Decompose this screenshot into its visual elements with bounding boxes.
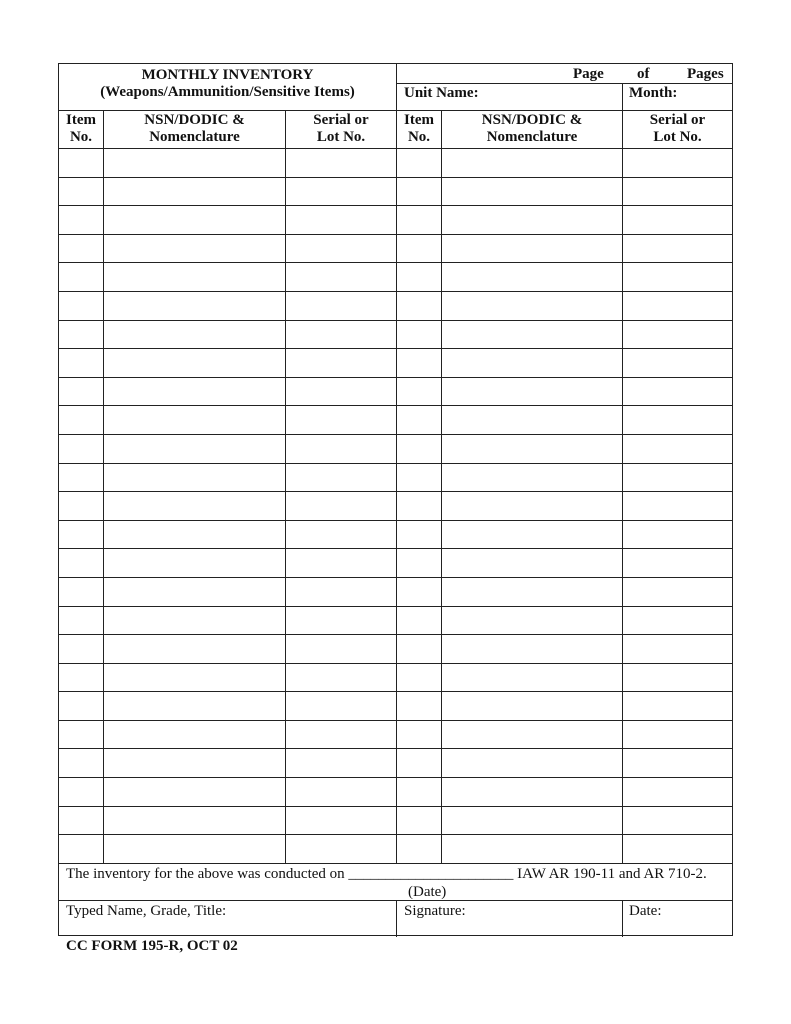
cell-serial-left[interactable] <box>285 635 396 663</box>
cell-nsn-left[interactable] <box>103 721 285 749</box>
table-row <box>59 720 732 749</box>
cell-item-no-right[interactable] <box>396 235 441 263</box>
date-field[interactable]: Date: <box>629 903 662 919</box>
cell-serial-left[interactable] <box>285 206 396 234</box>
cell-nsn-left[interactable] <box>103 835 285 863</box>
cell-nsn-left[interactable] <box>103 521 285 549</box>
cell-serial-right[interactable] <box>622 321 732 349</box>
cell-nsn-left[interactable] <box>103 807 285 835</box>
col-item-no-left: Item No. <box>66 112 96 145</box>
cell-serial-right[interactable] <box>622 292 732 320</box>
cell-nsn-right[interactable] <box>441 549 622 577</box>
page-of-pages <box>397 66 732 84</box>
cell-serial-left[interactable] <box>285 435 396 463</box>
form-subtitle: (Weapons/Ammunition/Sensitive Items) <box>100 84 355 100</box>
cell-serial-left[interactable] <box>285 378 396 406</box>
cell-item-no-right[interactable] <box>396 349 441 377</box>
cell-nsn-right[interactable] <box>441 464 622 492</box>
date-hint: (Date) <box>408 884 447 900</box>
cell-nsn-right[interactable] <box>441 664 622 692</box>
table-row <box>59 434 732 463</box>
table-row <box>59 177 732 206</box>
cell-serial-right[interactable] <box>622 549 732 577</box>
table-row <box>59 548 732 577</box>
cell-nsn-right[interactable] <box>441 778 622 806</box>
table-row <box>59 377 732 406</box>
cell-serial-left[interactable] <box>285 263 396 291</box>
cell-serial-left[interactable] <box>285 321 396 349</box>
unit-name-field[interactable]: Unit Name: <box>404 85 479 101</box>
cell-nsn-left[interactable] <box>103 749 285 777</box>
sig-divider <box>396 901 397 937</box>
cell-item-no-left[interactable] <box>59 778 103 806</box>
typed-name-field[interactable]: Typed Name, Grade, Title: <box>66 903 227 919</box>
table-row <box>59 777 732 806</box>
cell-nsn-left[interactable] <box>103 378 285 406</box>
cell-nsn-right[interactable] <box>441 607 622 635</box>
cell-serial-right[interactable] <box>622 349 732 377</box>
cell-serial-left[interactable] <box>285 492 396 520</box>
of-label: of <box>637 66 650 82</box>
table-row <box>59 806 732 835</box>
cell-item-no-right[interactable] <box>396 807 441 835</box>
cell-serial-left[interactable] <box>285 521 396 549</box>
cell-serial-right[interactable] <box>622 635 732 663</box>
cell-item-no-right[interactable] <box>396 664 441 692</box>
cell-nsn-right[interactable] <box>441 378 622 406</box>
cell-serial-left[interactable] <box>285 349 396 377</box>
cell-item-no-right[interactable] <box>396 378 441 406</box>
title-block <box>59 64 396 110</box>
signature-row <box>59 900 732 937</box>
table-row <box>59 262 732 291</box>
cell-nsn-left[interactable] <box>103 635 285 663</box>
table-row <box>59 634 732 663</box>
cell-item-no-right[interactable] <box>396 435 441 463</box>
cell-nsn-left[interactable] <box>103 435 285 463</box>
cell-item-no-left[interactable] <box>59 807 103 835</box>
cell-item-no-left[interactable] <box>59 835 103 863</box>
col-serial-left: Serial or Lot No. <box>313 112 369 145</box>
cell-nsn-left[interactable] <box>103 206 285 234</box>
cell-item-no-right[interactable] <box>396 835 441 863</box>
table-row <box>59 463 732 492</box>
cell-item-no-right[interactable] <box>396 521 441 549</box>
cell-serial-right[interactable] <box>622 578 732 606</box>
cell-nsn-left[interactable] <box>103 692 285 720</box>
table-row <box>59 491 732 520</box>
cell-item-no-right[interactable] <box>396 292 441 320</box>
cell-item-no-right[interactable] <box>396 549 441 577</box>
cell-nsn-left[interactable] <box>103 349 285 377</box>
cell-serial-left[interactable] <box>285 807 396 835</box>
pages-label: Pages <box>687 66 724 82</box>
cell-item-no-right[interactable] <box>396 206 441 234</box>
cell-serial-left[interactable] <box>285 721 396 749</box>
cell-item-no-right[interactable] <box>396 749 441 777</box>
cell-item-no-right[interactable] <box>396 721 441 749</box>
cell-nsn-right[interactable] <box>441 692 622 720</box>
date-divider <box>622 901 623 937</box>
cell-item-no-right[interactable] <box>396 149 441 177</box>
cell-serial-right[interactable] <box>622 521 732 549</box>
cell-nsn-right[interactable] <box>441 521 622 549</box>
cell-item-no-left[interactable] <box>59 292 103 320</box>
cell-nsn-left[interactable] <box>103 607 285 635</box>
cell-item-no-right[interactable] <box>396 578 441 606</box>
column-header-line <box>59 110 732 111</box>
table-row <box>59 234 732 263</box>
cell-nsn-right[interactable] <box>441 349 622 377</box>
table-row <box>59 320 732 349</box>
cell-nsn-left[interactable] <box>103 149 285 177</box>
cell-item-no-left[interactable] <box>59 149 103 177</box>
cell-item-no-left[interactable] <box>59 692 103 720</box>
cell-item-no-left[interactable] <box>59 721 103 749</box>
cell-serial-left[interactable] <box>285 607 396 635</box>
cell-serial-left[interactable] <box>285 235 396 263</box>
cell-nsn-right[interactable] <box>441 578 622 606</box>
cell-serial-left[interactable] <box>285 549 396 577</box>
cell-nsn-left[interactable] <box>103 778 285 806</box>
table-row <box>59 205 732 234</box>
table-row <box>59 520 732 549</box>
cell-serial-left[interactable] <box>285 692 396 720</box>
form-header <box>59 64 732 148</box>
cell-item-no-right[interactable] <box>396 692 441 720</box>
cell-item-no-left[interactable] <box>59 749 103 777</box>
cell-serial-right[interactable] <box>622 749 732 777</box>
cell-serial-right[interactable] <box>622 835 732 863</box>
cell-nsn-right[interactable] <box>441 178 622 206</box>
cell-serial-left[interactable] <box>285 178 396 206</box>
cell-item-no-left[interactable] <box>59 406 103 434</box>
inventory-statement-row <box>59 863 732 902</box>
cell-serial-right[interactable] <box>622 149 732 177</box>
cell-item-no-left[interactable] <box>59 378 103 406</box>
cell-item-no-left[interactable] <box>59 492 103 520</box>
col-serial-right: Serial or Lot No. <box>649 112 706 145</box>
cell-item-no-left[interactable] <box>59 578 103 606</box>
table-row <box>59 663 732 692</box>
col-nsn-left: NSN/DODIC & Nomenclature <box>144 112 245 145</box>
cell-item-no-left[interactable] <box>59 206 103 234</box>
cell-item-no-right[interactable] <box>396 607 441 635</box>
cell-serial-right[interactable] <box>622 807 732 835</box>
cell-item-no-right[interactable] <box>396 406 441 434</box>
table-row <box>59 606 732 635</box>
cell-item-no-left[interactable] <box>59 549 103 577</box>
cell-serial-left[interactable] <box>285 749 396 777</box>
cell-item-no-left[interactable] <box>59 349 103 377</box>
cell-nsn-right[interactable] <box>441 149 622 177</box>
cell-serial-right[interactable] <box>622 206 732 234</box>
cell-nsn-left[interactable] <box>103 664 285 692</box>
cell-nsn-right[interactable] <box>441 406 622 434</box>
cell-serial-right[interactable] <box>622 664 732 692</box>
cell-item-no-left[interactable] <box>59 635 103 663</box>
cell-item-no-left[interactable] <box>59 263 103 291</box>
cell-nsn-right[interactable] <box>441 835 622 863</box>
cell-nsn-right[interactable] <box>441 292 622 320</box>
cell-serial-right[interactable] <box>622 406 732 434</box>
cell-nsn-left[interactable] <box>103 464 285 492</box>
cell-item-no-right[interactable] <box>396 321 441 349</box>
form-id: CC FORM 195-R, OCT 02 <box>66 938 238 954</box>
table-row <box>59 577 732 606</box>
table-row <box>59 691 732 720</box>
cell-nsn-left[interactable] <box>103 549 285 577</box>
col-item-no-right: Item No. <box>404 112 434 145</box>
cell-serial-left[interactable] <box>285 578 396 606</box>
cell-serial-right[interactable] <box>622 464 732 492</box>
col-nsn-right: NSN/DODIC & Nomenclature <box>481 112 583 145</box>
month-field[interactable]: Month: <box>629 85 678 101</box>
cell-item-no-left[interactable] <box>59 178 103 206</box>
cell-nsn-right[interactable] <box>441 321 622 349</box>
cell-item-no-right[interactable] <box>396 778 441 806</box>
cell-nsn-right[interactable] <box>441 635 622 663</box>
cell-item-no-left[interactable] <box>59 664 103 692</box>
table-row <box>59 148 732 177</box>
cell-serial-left[interactable] <box>285 835 396 863</box>
cell-nsn-left[interactable] <box>103 492 285 520</box>
table-row <box>59 348 732 377</box>
cell-serial-left[interactable] <box>285 406 396 434</box>
cell-serial-left[interactable] <box>285 664 396 692</box>
cell-serial-right[interactable] <box>622 692 732 720</box>
cell-serial-right[interactable] <box>622 263 732 291</box>
cell-serial-right[interactable] <box>622 778 732 806</box>
cell-item-no-left[interactable] <box>59 435 103 463</box>
cell-item-no-right[interactable] <box>396 263 441 291</box>
cell-item-no-left[interactable] <box>59 607 103 635</box>
inventory-rows <box>59 148 732 863</box>
cell-serial-right[interactable] <box>622 721 732 749</box>
cell-item-no-left[interactable] <box>59 235 103 263</box>
cell-nsn-left[interactable] <box>103 178 285 206</box>
cell-nsn-left[interactable] <box>103 292 285 320</box>
cell-nsn-right[interactable] <box>441 263 622 291</box>
cell-serial-left[interactable] <box>285 292 396 320</box>
page-row-line <box>396 83 732 84</box>
cell-nsn-right[interactable] <box>441 206 622 234</box>
cell-serial-right[interactable] <box>622 492 732 520</box>
cell-serial-left[interactable] <box>285 149 396 177</box>
cell-nsn-left[interactable] <box>103 578 285 606</box>
inventory-form <box>58 63 733 936</box>
cell-serial-left[interactable] <box>285 778 396 806</box>
cell-serial-right[interactable] <box>622 235 732 263</box>
page-label: Page <box>573 66 604 82</box>
cell-item-no-left[interactable] <box>59 521 103 549</box>
cell-nsn-right[interactable] <box>441 435 622 463</box>
cell-nsn-right[interactable] <box>441 807 622 835</box>
cell-serial-right[interactable] <box>622 378 732 406</box>
cell-nsn-left[interactable] <box>103 321 285 349</box>
cell-nsn-right[interactable] <box>441 749 622 777</box>
cell-serial-right[interactable] <box>622 435 732 463</box>
cell-nsn-left[interactable] <box>103 263 285 291</box>
cell-item-no-right[interactable] <box>396 464 441 492</box>
cell-serial-left[interactable] <box>285 464 396 492</box>
cell-item-no-left[interactable] <box>59 321 103 349</box>
cell-nsn-left[interactable] <box>103 406 285 434</box>
table-row <box>59 291 732 320</box>
cell-nsn-right[interactable] <box>441 492 622 520</box>
cell-item-no-right[interactable] <box>396 492 441 520</box>
cell-item-no-left[interactable] <box>59 464 103 492</box>
inventory-statement: The inventory for the above was conducted on ______________________ IAW AR 190-11 and AR 710-2. <box>66 866 707 882</box>
cell-nsn-left[interactable] <box>103 235 285 263</box>
cell-item-no-right[interactable] <box>396 635 441 663</box>
cell-item-no-right[interactable] <box>396 178 441 206</box>
cell-nsn-right[interactable] <box>441 721 622 749</box>
signature-field[interactable]: Signature: <box>404 903 466 919</box>
cell-nsn-right[interactable] <box>441 235 622 263</box>
cell-serial-right[interactable] <box>622 607 732 635</box>
cell-serial-right[interactable] <box>622 178 732 206</box>
table-row <box>59 834 732 863</box>
form-title: MONTHLY INVENTORY <box>141 67 314 83</box>
table-row <box>59 748 732 777</box>
table-row <box>59 405 732 434</box>
